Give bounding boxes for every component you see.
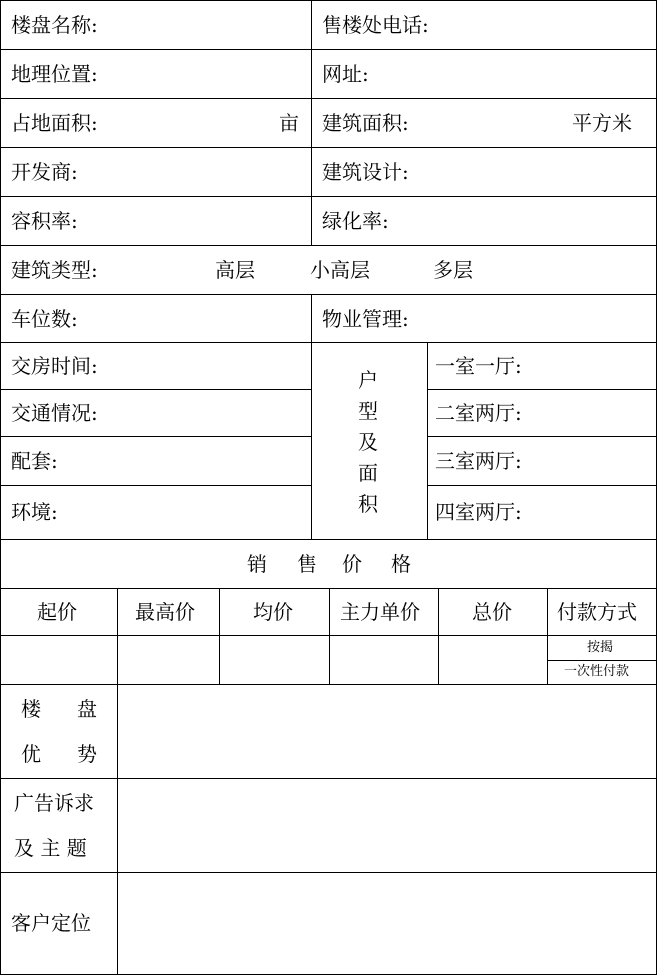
environment-label: 环境:	[11, 500, 58, 524]
price-header-start	[0, 588, 118, 636]
property-mgmt-label: 物业管理:	[322, 307, 409, 331]
architect-cell[interactable]	[311, 147, 657, 197]
facilities-label: 配套:	[11, 449, 58, 473]
building-type-mid-rise[interactable]: 小高层	[310, 258, 370, 282]
plot-ratio-cell[interactable]	[0, 196, 312, 246]
price-start-value[interactable]	[0, 635, 118, 685]
parking-label: 车位数:	[11, 307, 78, 331]
price-header-total	[438, 588, 548, 636]
unit-type-1-cell[interactable]	[427, 342, 657, 390]
ad-theme-content[interactable]	[117, 778, 657, 873]
price-header-avg	[219, 588, 330, 636]
sales-price-title-cell	[0, 539, 657, 589]
greening-rate-label: 绿化率:	[322, 209, 389, 233]
advantages-label-cell	[0, 684, 118, 779]
building-area-unit: 平方米	[572, 111, 632, 135]
price-max-value[interactable]	[117, 635, 220, 685]
unit-type-char: 户	[358, 368, 378, 392]
payment-full-cell[interactable]	[547, 660, 657, 685]
developer-cell[interactable]	[0, 147, 312, 197]
delivery-time-cell[interactable]	[0, 342, 312, 390]
environment-cell[interactable]	[0, 485, 312, 540]
land-area-unit: 亩	[279, 111, 299, 135]
ad-theme-line: 广告诉求	[14, 791, 94, 815]
project-name-label: 楼盘名称:	[11, 13, 98, 37]
traffic-label: 交通情况:	[11, 401, 98, 425]
unit-type-char: 积	[358, 492, 378, 516]
unit-type-2-cell[interactable]	[427, 389, 657, 437]
unit-type-1-label: 一室一厅:	[435, 354, 522, 378]
price-header-label: 起价	[37, 600, 77, 624]
price-header-payment	[547, 588, 657, 636]
unit-type-3-label: 三室两厅:	[435, 449, 522, 473]
land-area-label: 占地面积:	[11, 111, 98, 135]
property-mgmt-cell[interactable]	[311, 294, 657, 343]
payment-full-label: 一次性付款	[564, 664, 630, 679]
plot-ratio-label: 容积率:	[11, 209, 78, 233]
building-type-label: 建筑类型:	[11, 258, 98, 282]
price-avg-value[interactable]	[219, 635, 330, 685]
developer-label: 开发商:	[11, 160, 78, 184]
location-cell[interactable]	[0, 49, 312, 99]
price-header-label: 总价	[472, 600, 512, 624]
sales-price-title-char: 销	[247, 552, 267, 576]
ad-theme-label-cell	[0, 778, 118, 873]
advantages-char: 势	[77, 742, 97, 766]
sales-phone-cell[interactable]	[311, 0, 657, 50]
building-area-cell[interactable]	[311, 98, 657, 148]
customer-label-cell	[0, 872, 118, 975]
facilities-cell[interactable]	[0, 436, 312, 486]
unit-type-char: 型	[358, 399, 378, 423]
project-name-cell[interactable]	[0, 0, 312, 50]
unit-type-4-label: 四室两厅:	[435, 500, 522, 524]
unit-type-4-cell[interactable]	[427, 485, 657, 540]
building-type-multi-storey[interactable]: 多层	[433, 258, 473, 282]
delivery-time-label: 交房时间:	[11, 354, 98, 378]
advantages-char: 盘	[77, 697, 97, 721]
price-total-value[interactable]	[438, 635, 548, 685]
unit-type-char: 面	[358, 461, 378, 485]
sales-price-title-char: 售	[297, 552, 317, 576]
website-label: 网址:	[322, 62, 369, 86]
unit-type-header-cell	[311, 342, 428, 540]
sales-price-title-char: 价	[342, 552, 362, 576]
sales-phone-label: 售楼处电话:	[322, 13, 429, 37]
building-type-cell	[0, 245, 657, 295]
ad-theme-line: 及 主 题	[14, 836, 87, 860]
sales-price-title-char: 格	[391, 552, 411, 576]
price-header-max	[117, 588, 220, 636]
payment-mortgage-cell[interactable]	[547, 635, 657, 661]
advantages-char: 优	[21, 742, 41, 766]
advantages-content[interactable]	[117, 684, 657, 779]
land-area-cell[interactable]	[0, 98, 312, 148]
building-area-label: 建筑面积:	[322, 111, 409, 135]
customer-label: 客户定位	[11, 911, 91, 935]
unit-type-3-cell[interactable]	[427, 436, 657, 486]
price-header-label: 付款方式	[557, 600, 637, 624]
architect-label: 建筑设计:	[322, 160, 409, 184]
unit-type-char: 及	[358, 430, 378, 454]
price-header-label: 均价	[253, 600, 293, 624]
traffic-cell[interactable]	[0, 389, 312, 437]
price-header-main-unit	[329, 588, 439, 636]
location-label: 地理位置:	[11, 62, 98, 86]
price-main-unit-value[interactable]	[329, 635, 439, 685]
payment-mortgage-label: 按揭	[587, 640, 614, 655]
website-cell[interactable]	[311, 49, 657, 99]
advantages-char: 楼	[21, 697, 41, 721]
price-header-label: 主力单价	[340, 600, 420, 624]
greening-rate-cell[interactable]	[311, 196, 657, 246]
customer-content[interactable]	[117, 872, 657, 975]
price-header-label: 最高价	[135, 600, 195, 624]
building-type-high-rise[interactable]: 高层	[215, 258, 255, 282]
parking-cell[interactable]	[0, 294, 312, 343]
unit-type-2-label: 二室两厅:	[435, 401, 522, 425]
